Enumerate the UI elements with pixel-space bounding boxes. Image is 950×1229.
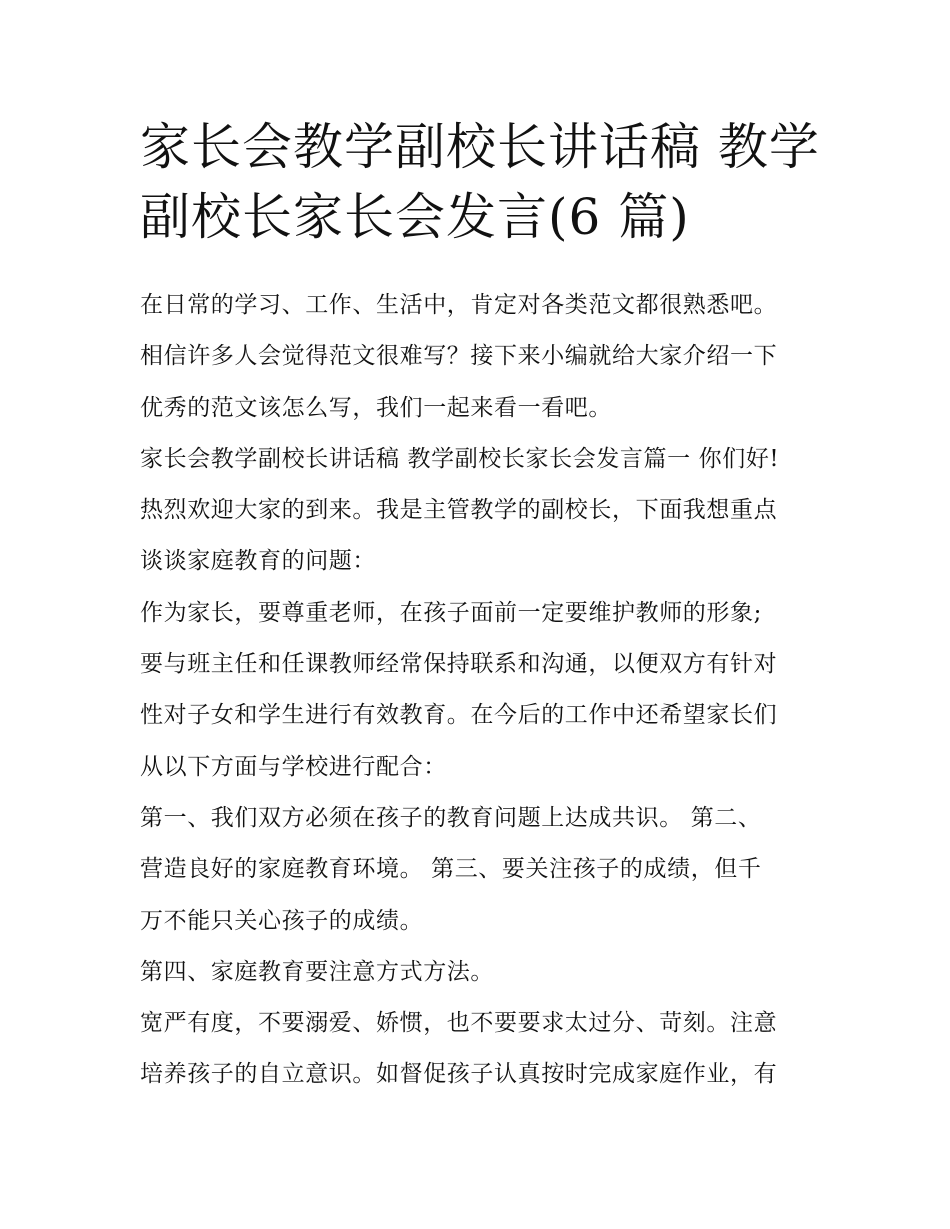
- body-line: 热烈欢迎大家的到来。我是主管教学的副校长，下面我想重点: [140, 497, 778, 524]
- body-line: 从以下方面与学校进行配合：: [140, 753, 447, 780]
- body-line: 万不能只关心孩子的成绩。: [140, 907, 424, 934]
- body-line: 优秀的范文该怎么写，我们一起来看一看吧。: [140, 394, 612, 421]
- body-line: 谈谈家庭教育的问题：: [140, 548, 376, 575]
- body-line: 营造良好的家庭教育环境。 第三、要关注孩子的成绩，但千: [140, 856, 762, 883]
- body-line: 宽严有度，不要溺爱、娇惯，也不要要求太过分、苛刻。注意: [140, 1010, 778, 1037]
- body-line: 要与班主任和任课教师经常保持联系和沟通，以便双方有针对: [140, 651, 778, 678]
- body-line: 性对子女和学生进行有效教育。在今后的工作中还希望家长们: [140, 702, 778, 729]
- document-body: [140, 280, 830, 1101]
- body-line: 第四、家庭教育要注意方式方法。: [140, 958, 494, 985]
- body-line: 第一、我们双方必须在孩子的教育问题上达成共识。 第二、: [140, 804, 762, 831]
- document-title: [140, 112, 820, 252]
- body-line: 相信许多人会觉得范文很难写？接下来小编就给大家介绍一下: [140, 343, 778, 370]
- title-line: 副校长家长会发言(6 篇): [140, 188, 690, 246]
- title-line: 家长会教学副校长讲话稿 教学: [140, 118, 820, 176]
- body-line: 作为家长，要尊重老师，在孩子面前一定要维护教师的形象;: [140, 599, 762, 626]
- body-line: 在日常的学习、工作、生活中，肯定对各类范文都很熟悉吧。: [140, 292, 778, 318]
- body-line: 家长会教学副校长讲话稿 教学副校长家长会发言篇一 你们好!: [140, 445, 780, 472]
- body-line: 培养孩子的自立意识。如督促孩子认真按时完成家庭作业，有: [140, 1061, 778, 1088]
